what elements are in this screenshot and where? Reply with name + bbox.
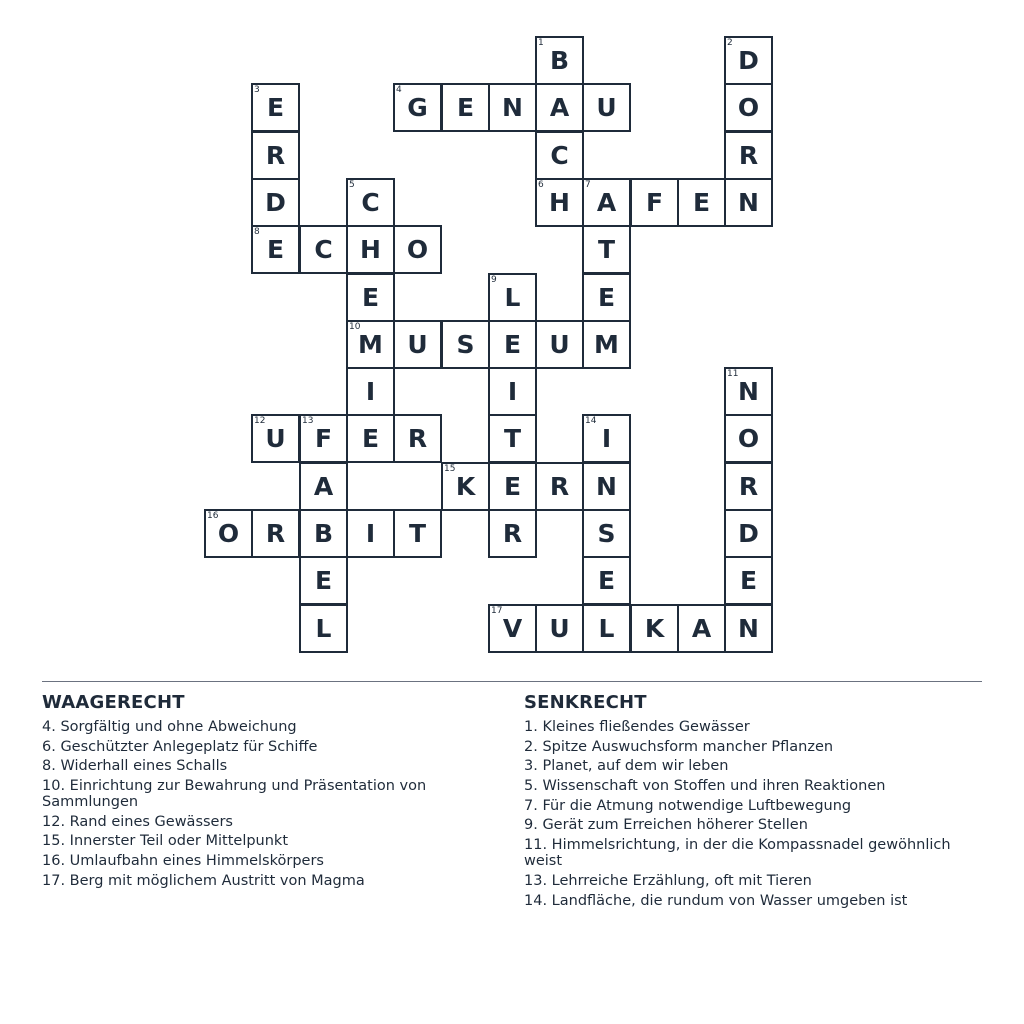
clue-number: 6 <box>538 180 544 190</box>
grid-cell[interactable] <box>299 225 348 274</box>
grid-cell[interactable] <box>393 414 442 463</box>
clue-down-14: 14. Landfläche, die rundum von Wasser umgeben ist <box>524 892 908 909</box>
cell-letter: E <box>597 566 616 595</box>
grid-cell[interactable] <box>488 462 537 511</box>
grid-cell[interactable] <box>724 462 773 511</box>
grid-cell[interactable] <box>677 604 726 653</box>
grid-cell[interactable] <box>724 414 773 463</box>
grid-cell[interactable] <box>535 462 584 511</box>
across-heading: WAAGERECHT <box>42 692 185 713</box>
clue-down-5: 5. Wissenschaft von Stoffen und ihren Reaktionen <box>524 778 886 795</box>
cell-letter: I <box>601 424 612 453</box>
grid-cell[interactable] <box>724 178 773 227</box>
grid-cell[interactable] <box>251 225 300 274</box>
cell-letter: O <box>737 93 760 122</box>
clues-across <box>42 692 497 893</box>
grid-cell[interactable] <box>488 509 537 558</box>
grid-cell[interactable] <box>630 604 679 653</box>
grid-cell[interactable] <box>346 320 395 369</box>
grid-cell[interactable] <box>393 509 442 558</box>
cell-letter: B <box>549 46 570 75</box>
across-clue-list <box>42 719 497 889</box>
cell-letter: C <box>314 235 333 264</box>
cell-letter: I <box>365 377 376 406</box>
grid-cell[interactable] <box>488 414 537 463</box>
cell-letter: E <box>361 283 380 312</box>
clue-across-12: 12. Rand eines Gewässers <box>42 813 233 830</box>
cell-letter: U <box>549 614 570 643</box>
cell-letter: K <box>455 472 476 501</box>
grid-cell[interactable] <box>393 225 442 274</box>
grid-cell[interactable] <box>441 462 490 511</box>
down-clue-list <box>524 719 979 909</box>
clue-across-10: 10. Einrichtung zur Bewahrung und Präsentation von Sammlungen <box>42 778 427 811</box>
clue-down-13: 13. Lehrreiche Erzählung, oft mit Tieren <box>524 872 812 889</box>
cell-letter: E <box>503 472 522 501</box>
grid-cell[interactable] <box>346 414 395 463</box>
grid-cell[interactable] <box>582 462 631 511</box>
clue-number: 9 <box>491 275 497 285</box>
cell-letter: L <box>504 283 521 312</box>
grid-cell[interactable] <box>488 320 537 369</box>
cell-letter: H <box>549 188 570 217</box>
cell-letter: O <box>217 519 240 548</box>
cell-letter: E <box>314 566 333 595</box>
grid-cell[interactable] <box>582 414 631 463</box>
cell-letter: O <box>406 235 429 264</box>
cell-letter: U <box>265 424 286 453</box>
clue-down-3: 3. Planet, auf dem wir leben <box>524 758 729 775</box>
cell-letter: N <box>738 377 759 406</box>
clue-number: 4 <box>396 85 402 95</box>
grid-cell[interactable] <box>204 509 253 558</box>
grid-cell[interactable] <box>724 131 773 180</box>
cell-letter: A <box>596 188 617 217</box>
cell-letter: N <box>738 188 759 217</box>
grid-cell[interactable] <box>251 178 300 227</box>
clues-down <box>524 692 979 912</box>
grid-cell[interactable] <box>724 367 773 416</box>
grid-cell[interactable] <box>299 604 348 653</box>
clue-number: 8 <box>254 227 260 237</box>
clue-across-15: 15. Innerster Teil oder Mittelpunkt <box>42 833 289 850</box>
cell-letter: E <box>739 566 758 595</box>
grid-cell[interactable] <box>535 320 584 369</box>
cell-letter: A <box>691 614 712 643</box>
grid-cell[interactable] <box>582 273 631 322</box>
grid-cell[interactable] <box>393 320 442 369</box>
grid-cell[interactable] <box>724 509 773 558</box>
cell-letter: M <box>594 330 619 359</box>
grid-cell[interactable] <box>251 509 300 558</box>
grid-cell[interactable] <box>299 414 348 463</box>
grid-cell[interactable] <box>251 83 300 132</box>
clue-number: 10 <box>349 322 361 332</box>
cell-letter: M <box>358 330 383 359</box>
cell-letter: S <box>597 519 616 548</box>
grid-cell[interactable] <box>582 556 631 605</box>
clue-number: 16 <box>207 511 219 521</box>
grid-cell[interactable] <box>346 178 395 227</box>
cell-letter: E <box>597 283 616 312</box>
cell-letter: U <box>407 330 428 359</box>
grid-cell[interactable] <box>299 556 348 605</box>
cell-letter: T <box>597 235 616 264</box>
grid-cell[interactable] <box>724 36 773 85</box>
cell-letter: B <box>313 519 334 548</box>
grid-cell[interactable] <box>299 462 348 511</box>
cell-letter: R <box>549 472 570 501</box>
grid-cell[interactable] <box>251 414 300 463</box>
grid-cell[interactable] <box>582 320 631 369</box>
grid-cell[interactable] <box>251 131 300 180</box>
cell-letter: L <box>598 614 615 643</box>
grid-cell[interactable] <box>630 178 679 227</box>
grid-cell[interactable] <box>582 225 631 274</box>
grid-cell[interactable] <box>488 367 537 416</box>
cell-letter: I <box>365 519 376 548</box>
grid-cell[interactable] <box>677 178 726 227</box>
cell-letter: I <box>507 377 518 406</box>
cell-letter: R <box>502 519 523 548</box>
grid-cell[interactable] <box>535 131 584 180</box>
clue-across-4: 4. Sorgfältig und ohne Abweichung <box>42 719 297 735</box>
cell-letter: K <box>644 614 665 643</box>
grid-cell[interactable] <box>346 367 395 416</box>
cell-letter: E <box>361 424 380 453</box>
clue-number: 12 <box>254 416 266 426</box>
cell-letter: E <box>456 93 475 122</box>
clue-number: 7 <box>585 180 591 190</box>
grid-cell[interactable] <box>535 604 584 653</box>
cell-letter: E <box>266 93 285 122</box>
clue-number: 15 <box>444 464 456 474</box>
cell-letter: N <box>738 614 759 643</box>
grid-cell[interactable] <box>724 604 773 653</box>
cell-letter: U <box>596 93 617 122</box>
grid-cell[interactable] <box>346 509 395 558</box>
cell-letter: R <box>738 141 759 170</box>
cell-letter: O <box>737 424 760 453</box>
clue-down-7: 7. Für die Atmung notwendige Luftbewegung <box>524 797 852 814</box>
grid-cell[interactable] <box>535 36 584 85</box>
clue-number: 17 <box>491 606 503 616</box>
cell-letter: T <box>503 424 522 453</box>
section-divider <box>42 681 982 682</box>
cell-letter: E <box>503 330 522 359</box>
clue-down-1: 1. Kleines fließendes Gewässer <box>524 719 750 735</box>
grid-cell[interactable] <box>724 556 773 605</box>
cell-letter: A <box>313 472 334 501</box>
clue-number: 5 <box>349 180 355 190</box>
clue-across-6: 6. Geschützter Anlegeplatz für Schiffe <box>42 738 318 755</box>
grid-cell[interactable] <box>535 178 584 227</box>
cell-letter: E <box>266 235 285 264</box>
cell-letter: R <box>407 424 428 453</box>
clue-number: 3 <box>254 85 260 95</box>
grid-cell[interactable] <box>724 83 773 132</box>
grid-cell[interactable] <box>488 604 537 653</box>
clue-across-16: 16. Umlaufbahn eines Himmelskörpers <box>42 853 324 870</box>
cell-letter: N <box>596 472 617 501</box>
cell-letter: R <box>265 519 286 548</box>
clue-across-17: 17. Berg mit möglichem Austritt von Magma <box>42 872 365 889</box>
cell-letter: G <box>407 93 428 122</box>
clue-across-8: 8. Widerhall eines Schalls <box>42 758 228 775</box>
grid-cell[interactable] <box>346 273 395 322</box>
clue-number: 11 <box>727 369 739 379</box>
clue-number: 14 <box>585 416 597 426</box>
cell-letter: C <box>550 141 569 170</box>
clue-down-11: 11. Himmelsrichtung, in der die Kompassnadel gewöhnlich weist <box>524 837 951 870</box>
grid-cell[interactable] <box>535 83 584 132</box>
grid-cell[interactable] <box>582 509 631 558</box>
cell-letter: V <box>502 614 523 643</box>
cell-letter: A <box>549 93 570 122</box>
grid-cell[interactable] <box>582 178 631 227</box>
cell-letter: F <box>645 188 664 217</box>
cell-letter: S <box>456 330 475 359</box>
grid-cell[interactable] <box>346 225 395 274</box>
cell-letter: N <box>502 93 523 122</box>
cell-letter: F <box>314 424 333 453</box>
clue-number: 13 <box>302 416 314 426</box>
grid-cell[interactable] <box>488 273 537 322</box>
cell-letter: T <box>408 519 427 548</box>
cell-letter: D <box>265 188 286 217</box>
clue-down-2: 2. Spitze Auswuchsform mancher Pflanzen <box>524 738 834 755</box>
clue-number: 1 <box>538 38 544 48</box>
clue-number: 2 <box>727 38 733 48</box>
grid-cell[interactable] <box>441 83 490 132</box>
cell-letter: R <box>265 141 286 170</box>
cell-letter: D <box>738 519 759 548</box>
cell-letter: H <box>360 235 381 264</box>
grid-cell[interactable] <box>299 509 348 558</box>
clue-down-9: 9. Gerät zum Erreichen höherer Stellen <box>524 817 808 834</box>
grid-cell[interactable] <box>582 604 631 653</box>
grid-cell[interactable] <box>393 83 442 132</box>
cell-letter: D <box>738 46 759 75</box>
cell-letter: U <box>549 330 570 359</box>
cell-letter: E <box>692 188 711 217</box>
cell-letter: L <box>315 614 332 643</box>
grid-cell[interactable] <box>441 320 490 369</box>
cell-letter: C <box>361 188 380 217</box>
grid-cell[interactable] <box>488 83 537 132</box>
grid-cell[interactable] <box>582 83 631 132</box>
cell-letter: R <box>738 472 759 501</box>
down-heading: SENKRECHT <box>524 692 647 713</box>
